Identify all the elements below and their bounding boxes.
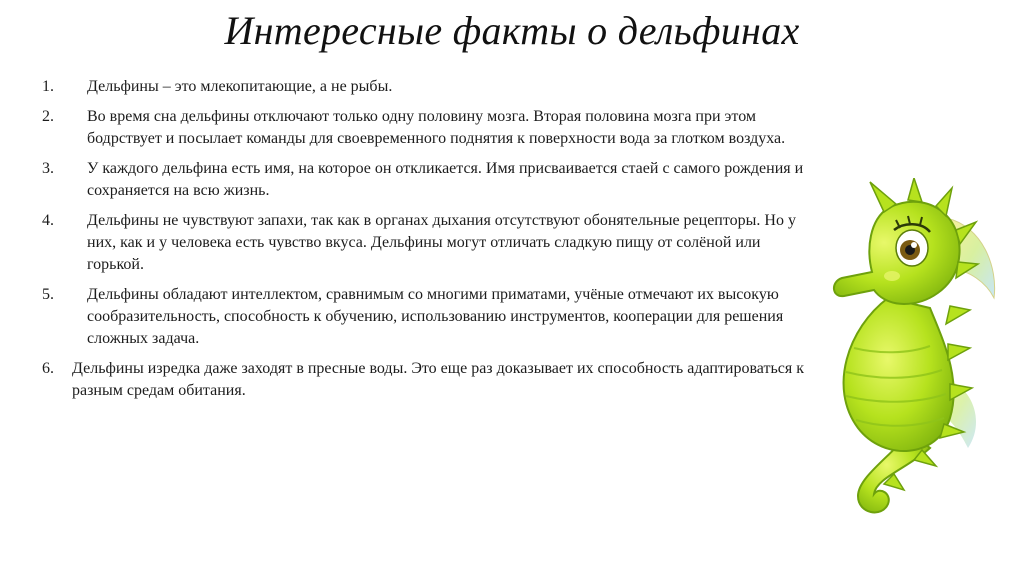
fact-item [40, 158, 810, 202]
fact-item [40, 358, 810, 402]
fact-item [40, 210, 810, 276]
fact-number: 1. [42, 78, 54, 95]
fact-number: 5. [42, 286, 54, 303]
fact-item [40, 284, 810, 350]
fact-text: Дельфины – это млекопитающие, а не рыбы. [87, 78, 393, 95]
fact-item [40, 76, 810, 98]
fact-number: 3. [42, 160, 54, 177]
fact-text: Дельфины не чувствуют запахи, так как в органах дыхания отсутствуют обонятельные рецепторы. Но у них, как и у человека есть чувство вкуса. Дельфины могут отличать сладкую пищу от солёной или горькой. [87, 212, 796, 273]
fact-number: 6. [42, 360, 54, 377]
fact-text: У каждого дельфина есть имя, на которое он откликается. Имя присваивается стаей с самого рождения и сохраняется на всю жизнь. [87, 160, 804, 199]
fact-text: Во время сна дельфины отключают только одну половину мозга. Вторая половина мозга при этом бодрствует и посылает команды для своевременного поднятия к поверхности вода за глотком воздуха. [87, 108, 786, 147]
fact-number: 4. [42, 212, 54, 229]
fact-item [40, 106, 810, 150]
facts-list [40, 76, 810, 410]
slide-title: Интересные факты о дельфинах [224, 8, 800, 53]
fact-number: 2. [42, 108, 54, 125]
fact-text: Дельфины изредка даже заходят в пресные воды. Это еще раз доказывает их способность адаптироваться к разным средам обитания. [72, 360, 805, 399]
seahorse-cartoon-icon [818, 178, 1018, 528]
fact-text: Дельфины обладают интеллектом, сравнимым со многими приматами, учёные отмечают их высокую сообразительность, способность к обучению, использованию инструментов, кооперации для решения сложных задача. [87, 286, 784, 347]
